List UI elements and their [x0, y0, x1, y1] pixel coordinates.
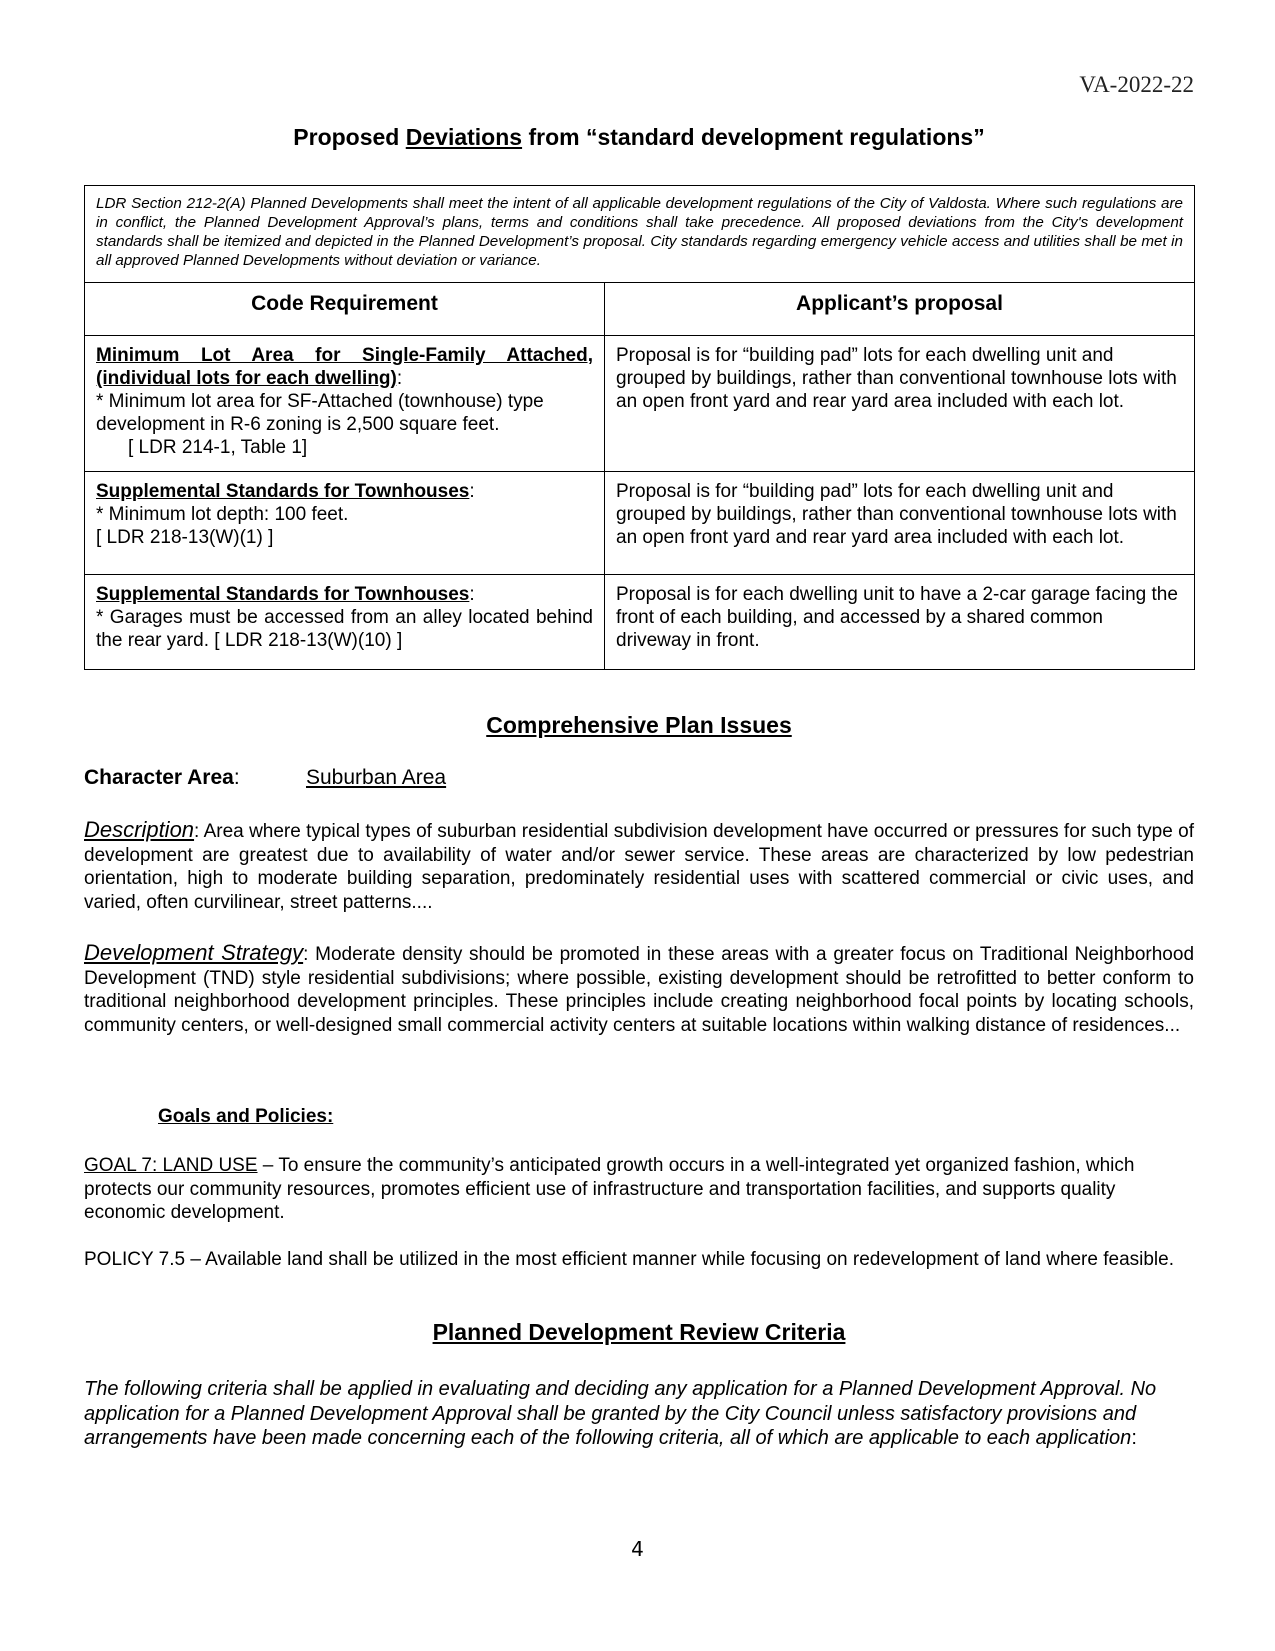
title-underlined-word: Deviations: [405, 124, 523, 150]
requirement-reference: [ LDR 218-13(W)(1) ]: [96, 527, 274, 548]
applicant-proposal-cell: Proposal is for “building pad” lots for each dwelling unit and grouped by buildings, rather than conventional townhouse lots with an open front yard and rear yard area included with each lot.: [605, 336, 1195, 472]
table-header-row: [85, 283, 1195, 336]
goal-paragraph: GOAL 7: LAND USE – To ensure the community’s anticipated growth occurs in a well-integrated yet organized fashion, which protects our community resources, promotes efficient use of infrastructure and transportation facilities, and supports quality economic development.: [84, 1155, 1135, 1223]
requirement-title: Minimum Lot Area for Single-Family Attached, (individual lots for each dwelling): [96, 345, 593, 389]
page-title: Proposed Deviations from “standard development regulations”: [293, 124, 985, 150]
comprehensive-plan-heading: Comprehensive Plan Issues: [486, 712, 792, 738]
code-requirement-cell: Supplemental Standards for Townhouses: * Garages must be accessed from an alley located behind the rear yard. [ LDR 218-13(W)(10) ]: [85, 575, 605, 670]
applicant-proposal-cell: Proposal is for “building pad” lots for each dwelling unit and grouped by buildings, rather than conventional townhouse lots with an open front yard and rear yard area included with each lot.: [605, 472, 1195, 575]
table-intro: LDR Section 212-2(A) Planned Developments shall meet the intent of all applicable development regulations of the City of Valdosta. Where such regulations are in conflict, the Planned Development Approval’s plans, terms and conditions shall take precedence. All proposed deviations from the City's development standards shall be itemized and depicted in the Planned Development’s proposal. City standards regarding emergency vehicle access and utilities shall be met in all approved Planned Developments without deviation or variance.: [85, 186, 1195, 283]
code-requirement-cell: Supplemental Standards for Townhouses: * Minimum lot depth: 100 feet. [ LDR 218-13(W)(1) ]: [85, 472, 605, 575]
development-strategy-label: Development Strategy: [84, 940, 304, 965]
requirement-body: * Minimum lot area for SF-Attached (townhouse) type development in R-6 zoning is 2,500 square feet.: [96, 391, 544, 435]
description-label: Description: [84, 817, 195, 842]
table-row: [85, 336, 1195, 472]
page-number: 4: [631, 1537, 644, 1561]
requirement-body: * Garages must be accessed from an alley located behind the rear yard. [ LDR 218-13(W)(10) ]: [96, 607, 593, 651]
review-criteria-paragraph: The following criteria shall be applied in evaluating and deciding any application for a Planned Development Approval. No application for a Planned Development Approval shall be granted by the City Council unless satisfactory provisions and arrangements have been made concerning each of the following criteria, all of which are applicable to each application:: [84, 1378, 1157, 1449]
table-row: [85, 472, 1195, 575]
requirement-reference: [ LDR 214-1, Table 1]: [128, 437, 308, 458]
development-strategy-paragraph: Development Strategy: Moderate density should be promoted in these areas with a greater focus on Traditional Neighborhood Development (TND) style residential subdivisions; where possible, existing development should be retrofitted to better conform to traditional neighborhood development principles. These principles include creating neighborhood focal points by locating schools, community centers, or well-designed small commercial activity centers at suitable locations within walking distance of residences...: [84, 940, 1195, 1036]
applicant-proposal-cell: Proposal is for each dwelling unit to have a 2-car garage facing the front of each building, and accessed by a shared common driveway in front.: [605, 575, 1195, 670]
goal-label: GOAL 7: LAND USE: [84, 1155, 258, 1176]
table-row: [85, 575, 1195, 670]
case-number: VA-2022-22: [1079, 72, 1194, 97]
requirement-title: Supplemental Standards for Townhouses: [96, 584, 470, 605]
code-requirement-cell: Minimum Lot Area for Single-Family Attached, (individual lots for each dwelling): * Minimum lot area for SF-Attached (townhouse) type development in R-6 zoning is 2,500 square feet. [ LDR 214-1, Table 1]: [85, 336, 605, 472]
character-area-line: Character Area: Suburban Area: [84, 766, 447, 789]
character-area-value: Suburban Area: [306, 766, 447, 789]
column-header-applicant-proposal: Applicant’s proposal: [605, 283, 1195, 336]
goals-and-policies-heading: Goals and Policies:: [158, 1106, 334, 1127]
review-criteria-heading: Planned Development Review Criteria: [432, 1319, 846, 1345]
description-paragraph: Description: Area where typical types of suburban residential subdivision development have occurred or pressures for such type of development are greatest due to availability of water and/or sewer service. These areas are characterized by low pedestrian orientation, high to moderate building separation, predominately residential uses with scattered commercial or civic uses, and varied, often curvilinear, street patterns....: [84, 817, 1194, 913]
requirement-body: * Minimum lot depth: 100 feet.: [96, 504, 349, 525]
deviations-table: [84, 185, 1195, 670]
column-header-code-requirement: Code Requirement: [85, 283, 605, 336]
policy-paragraph: POLICY 7.5 – Available land shall be utilized in the most efficient manner while focusing on redevelopment of land where feasible.: [84, 1249, 1174, 1270]
requirement-title: Supplemental Standards for Townhouses: [96, 481, 470, 502]
